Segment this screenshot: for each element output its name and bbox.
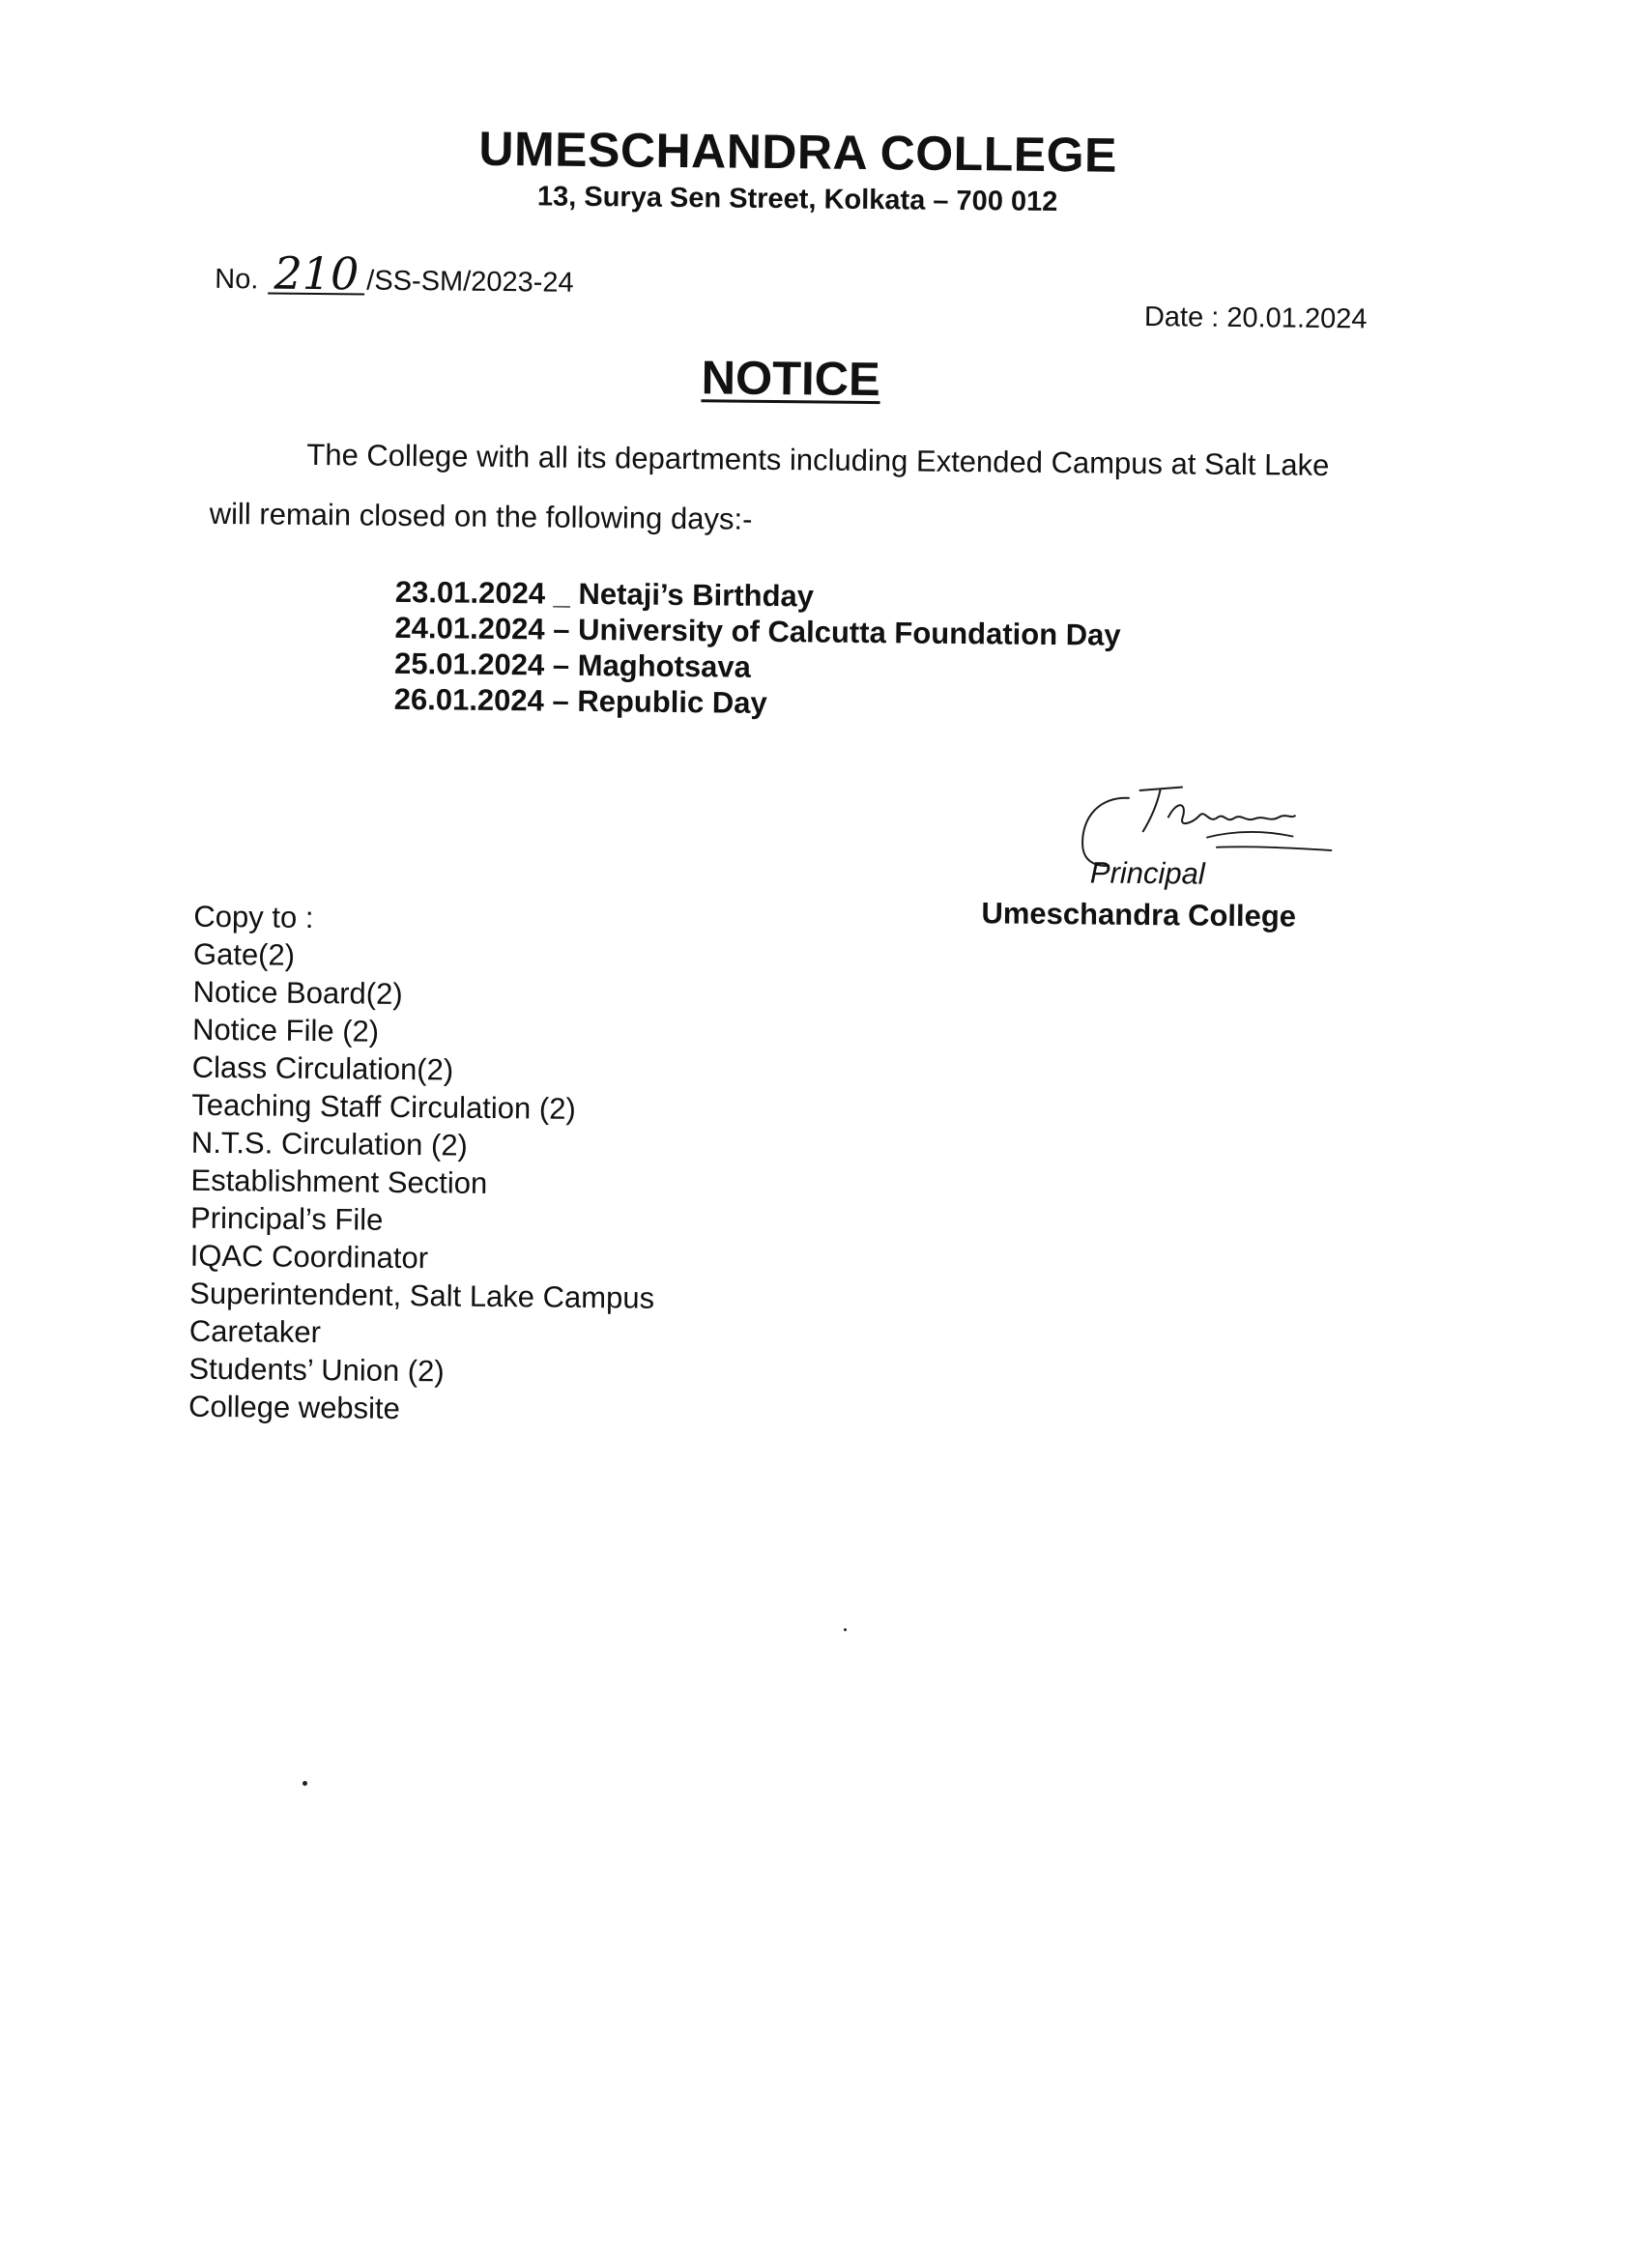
copy-recipient: Caretaker	[188, 1313, 322, 1350]
holiday-occasion: Republic Day	[577, 683, 767, 720]
copy-recipient: Class Circulation(2)	[191, 1049, 454, 1087]
handwritten-number: 210	[268, 254, 364, 296]
notice-body	[209, 424, 1369, 557]
reference-number	[215, 246, 574, 301]
copy-to-list	[188, 898, 659, 1430]
holiday-separator: –	[544, 612, 579, 646]
copy-recipient: Teaching Staff Circulation (2)	[191, 1087, 576, 1126]
copy-recipient: Notice Board(2)	[192, 974, 403, 1012]
copy-recipient: College website	[187, 1389, 401, 1425]
scan-speck	[303, 1781, 307, 1786]
holiday-item	[394, 681, 1120, 725]
holiday-separator: –	[543, 683, 578, 718]
copy-recipient: N.T.S. Circulation (2)	[190, 1125, 469, 1163]
reference-suffix: /SS-SM/2023-24	[366, 265, 574, 299]
reference-prefix: No.	[215, 263, 259, 296]
copy-recipient: Notice File (2)	[191, 1012, 380, 1048]
copy-recipient: Establishment Section	[190, 1163, 488, 1200]
copy-recipient: Students’ Union (2)	[188, 1351, 445, 1389]
notice-body-text: The College with all its departments including Extended Campus at Salt Lake will remain closed on the following days:-	[209, 437, 1330, 536]
holiday-date: 23.01.2024	[394, 574, 546, 611]
college-name: UMESCHANDRA COLLEGE	[478, 121, 1118, 183]
holiday-list	[394, 574, 1122, 725]
copy-recipient: IQAC Coordinator	[189, 1238, 429, 1276]
copy-recipient: Principal’s File	[189, 1200, 384, 1237]
holiday-separator: –	[544, 647, 578, 682]
notice-title	[3, 344, 1578, 415]
copy-recipient: Gate(2)	[192, 936, 296, 972]
holiday-date: 25.01.2024	[393, 646, 545, 682]
college-address: 13, Surya Sen Street, Kolkata – 700 012	[536, 181, 1058, 218]
copy-recipient: Superintendent, Salt Lake Campus	[189, 1276, 655, 1315]
copy-to-heading: Copy to :	[193, 899, 314, 935]
signature-title: Principal	[1089, 855, 1205, 891]
notice-date: Date : 20.01.2024	[1143, 301, 1368, 335]
scan-speck	[844, 1628, 847, 1631]
signature-institution: Umeschandra College	[981, 896, 1297, 933]
holiday-date: 24.01.2024	[394, 610, 545, 646]
holiday-date: 26.01.2024	[393, 681, 545, 718]
holiday-occasion: Maghotsava	[577, 647, 752, 684]
holiday-separator: _	[544, 576, 579, 611]
holiday-occasion: Netaji’s Birthday	[578, 576, 815, 614]
holiday-occasion: University of Calcutta Foundation Day	[577, 612, 1121, 652]
notice-title-text: NOTICE	[701, 352, 881, 407]
